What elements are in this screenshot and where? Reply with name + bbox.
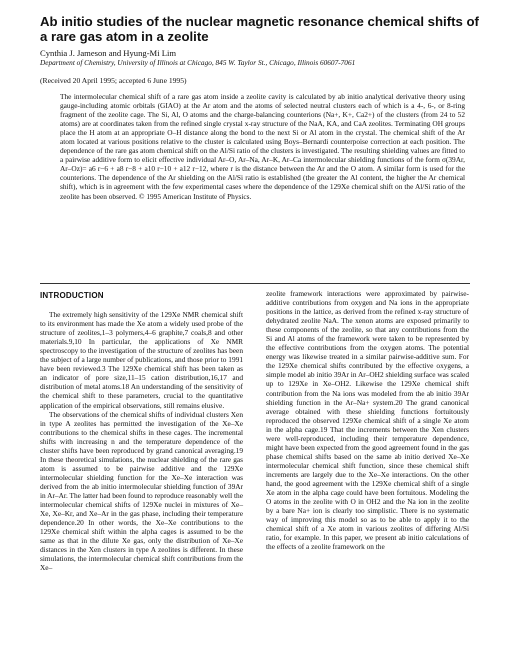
- abstract-divider: [40, 283, 470, 284]
- paragraph: zeolite framework interactions were approximated by pairwise-additive contributions from oxygen and Na ions in the appropriate positions in the lattice, as derived from the refined x-ray structure of dehydrated zeolite NaA. The xenon atoms are exposed primarily to these components of the zeolite, so that any contributions from the Si and Al atoms of the framework were taken to be represented by the effective contributions from the oxygen atoms. The potential energy was likewise treated in a similar pairwise-additive sum. For the 129Xe chemical shifts contributed by the effective oxygens, a simple model ab initio 39Ar in Ar–OH2 shielding surface was scaled up to 129Xe in Xe–OH2. Likewise the 129Xe chemical shift contribution from the Na ions was modeled from the ab initio 39Ar shielding function in the Ar–Na+ system.20 The grand canonical average obtained with these shielding functions fortuitously reproduced the observed 129Xe chemical shift of a single Xe atom in the alpha cage.19 That the increments between the Xen clusters were well-reproduced, including their temperature dependence, might have been expected from the good agreement found in the gas phase chemical shifts based on the same ab initio derived Xe–Xe intermolecular chemical shift function, since these chemical shift increments are largely due to the Xe–Xe interactions. On the other hand, the good agreement with the 129Xe chemical shift of a single Xe atom in the alpha cage could have been fortuitous. Modeling the O atoms in the zeolite with O in OH2 and the Na ion in the zeolite by a bare Na+ ion is clearly too simplistic. There is no systematic way of improving this model so as to be able to apply it to the chemical shift of a Xe atom in various zeolites of differing Al/Si ratio, for example. In this paper, we present ab initio calculations of the effects of a zeolite framework on the: [266, 289, 469, 552]
- paragraph: The extremely high sensitivity of the 129Xe NMR chemical shift to its environment has made the Xe atom a widely used probe of the structure of zeolites,1–3 polymers,4–6 graphite,7 coals,8 and other materials.9,10 In particular, the applications of Xe NMR spectroscopy to the investigation of the structure of zeolites has been the subject of a large number of publications, and those prior to 1991 have been reviewed.3 The 129Xe chemical shift has been taken as an indicator of pore size,11–15 cation distribution,16,17 and distribution of metal atoms.18 An understanding of the sensitivity of the chemical shift to these parameters, crucial to the quantitative application of the empirical observations, still remains elusive.: [40, 310, 243, 410]
- paper-authors: Cynthia J. Jameson and Hyung-Mi Lim: [40, 48, 177, 58]
- author-affiliation: Department of Chemistry, University of Illinois at Chicago, 845 W. Taylor St., Chicago, Illinois 60607-7061: [40, 58, 356, 67]
- paragraph: The observations of the chemical shifts of individual clusters Xen in type A zeolites has permitted the investigation of the Xe–Xe contributions to the chemical shifts in these cages. The incremental shifts with increasing n and the temperature dependence of the cluster shifts have been reproduced by grand canonical averaging.19 In these theoretical simulations, the nuclear shielding of the rare gas atom is assumed to be pairwise additive and the 129Xe intermolecular shielding function for the Xe–Xe interaction was derived from the ab initio intermolecular shielding function of 39Ar in Ar–Ar. The latter had been found to reproduce reasonably well the intermolecular chemical shifts of 129Xe nuclei in mixtures of Xe–Xe, Xe–Kr, and Xe–Ar in the gas phase, including their temperature dependence.20 In other words, the Xe–Xe contributions to the 129Xe chemical shift within the alpha cages is assumed to be the same as that in the dilute Xe gas, only the distribution of Xe–Xe distances in the Xen clusters in type A zeolites is different. In these simulations, the intermolecular chemical shift contributions from the Xe–: [40, 409, 243, 573]
- paper-title: Ab initio studies of the nuclear magnetic resonance chemical shifts of a rare gas atom in a zeolite: [40, 14, 479, 44]
- received-dates: (Received 20 April 1995; accepted 6 June 1995): [40, 76, 187, 85]
- left-column: [40, 291, 243, 572]
- right-column: [266, 289, 469, 551]
- abstract: The intermolecular chemical shift of a rare gas atom inside a zeolite cavity is calculated by ab initio analytical derivative theory using gauge-including atomic orbitals (GIAO) at the Ar atom and the atoms of selected neutral clusters each of which is a 4-, 6-, or 8-ring fragment of the zeolite cage. The Si, Al, O atoms and the charge-balancing counterions (Na+, K+, Ca2+) of the clusters (from 24 to 52 atoms) are at coordinates taken from the refined single crystal x-ray structure of the NaA, KA, and CaA zeolites. Terminating OH groups place the H atom at an appropriate O–H distance along the bond to the next Si or Al atom in the crystal. The chemical shift of the Ar atom located at various positions relative to the cluster is calculated using Boys–Bernardi counterpoise correction at each position. The dependence of the rare gas atom chemical shift on the Al/Si ratio of the clusters is investigated. The resulting shielding values are fitted to a pairwise additive form to elicit effective individual Ar–O, Ar–Na, Ar–K, Ar–Ca intermolecular shielding functions of the form σ(39Ar, Ar–Oz)= a6 r−6 + a8 r−8 + a10 r−10 + a12 r−12, where r is the distance between the Ar and the O atom. A similar form is used for the counterions. The dependence of the Ar shielding on the Al/Si ratio is established (the greater the Al content, the higher the Ar chemical shift), which is in agreement with the few experimental cases where the dependence of the 129Xe chemical shift on the Al/Si ratio of the zeolite has been observed. © 1995 American Institute of Physics.: [60, 92, 465, 201]
- section-heading: INTRODUCTION: [40, 291, 104, 300]
